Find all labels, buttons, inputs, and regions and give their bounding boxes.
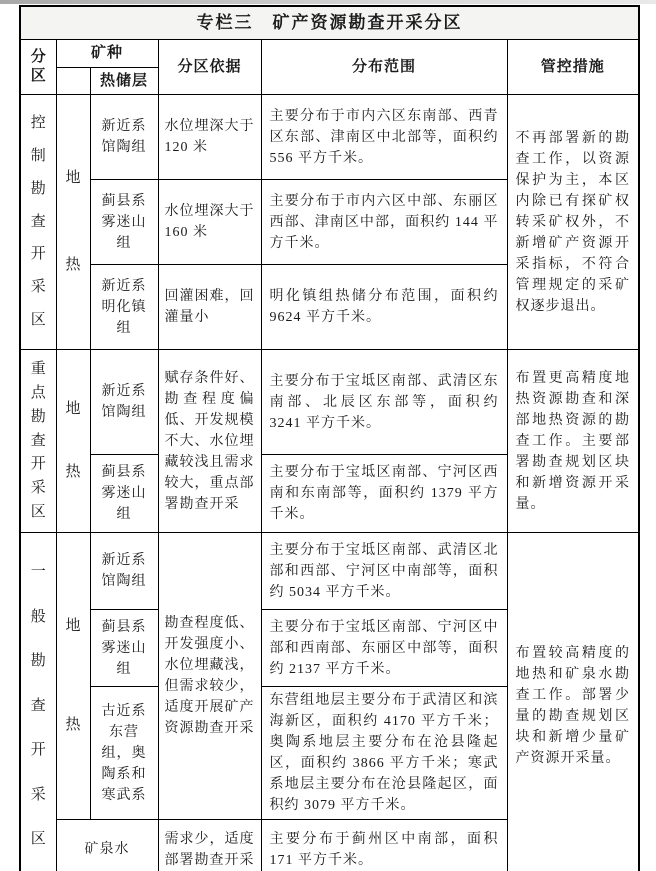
- reservoir-cell: 古近系东营组，奥陶系和寒武系: [90, 687, 158, 820]
- zone-name-key: [20, 350, 56, 533]
- mineral-geothermal-2: [56, 350, 90, 533]
- range-cell: 主要分布于宝坻区南部、武清区东南部、北辰区东部等，面积约 3241 平方千米。: [261, 350, 507, 455]
- basis-cell: 水位埋深大于 120 米: [158, 95, 261, 180]
- measures-general: 布置较高精度的地热和矿泉水勘查工作。部署少量的勘查规划区块和新增少量矿产资源开采量。: [507, 533, 639, 871]
- range-cell: 主要分布于宝坻区南部、宁河区西南和东南部等，面积约 1379 平方千米。: [261, 455, 507, 533]
- reservoir-cell: 新近系馆陶组: [90, 533, 158, 610]
- basis-key-zone: 赋存条件好、勘查程度偏低、开发规模不大、水位埋藏较浅且需求较大，重点部署勘查开采: [158, 350, 261, 533]
- reservoir-cell: 蓟县系雾迷山组: [90, 180, 158, 265]
- header-basis: 分区依据: [158, 40, 261, 95]
- zone-name-control-label: 控 制 勘 查 开 采 区: [30, 114, 46, 329]
- reservoir-cell: 蓟县系雾迷山组: [90, 455, 158, 533]
- zone-name-control: [20, 95, 56, 350]
- scan-edge-strip: [0, 0, 656, 4]
- header-zone-label: 分 区: [30, 49, 46, 84]
- zone-name-key-label: 重 点 勘 查 开 采 区: [30, 360, 46, 521]
- zone-name-general-label: 一 般 勘 查 开 采 区: [30, 564, 46, 848]
- header-mineral-empty: [56, 67, 90, 95]
- zone-name-general: [20, 533, 56, 871]
- reservoir-cell: 新近系馆陶组: [90, 95, 158, 180]
- range-cell: 主要分布于宝坻区南部、宁河区中部和西南部、东丽区中部等，面积约 2137 平方千米。: [261, 610, 507, 687]
- range-cell: 东营组地层主要分布于武清区和滨海新区，面积约 4170 平方千米；奥陶系地层主要分布在沧县隆起区，面积约 3866 平方千米；寒武系地层主要分布在沧县隆起区，面积约 3079 平方千米。: [261, 687, 507, 820]
- mineral-geothermal-1-label: 地 热: [65, 169, 81, 274]
- mineral-geothermal-3: [56, 533, 90, 820]
- basis-cell: 水位埋深大于 160 米: [158, 180, 261, 265]
- range-cell: 主要分布于宝坻区南部、武清区北部和西部、宁河区中南部等，面积约 5034 平方千米。: [261, 533, 507, 610]
- mineral-geothermal-2-label: 地 热: [65, 400, 81, 481]
- basis-general-zone: 勘查程度低、开发强度小、水位埋藏浅，但需求较少，适度开展矿产资源勘查开采: [158, 533, 261, 820]
- header-mineral: 矿种: [56, 40, 158, 68]
- basis-mineral-water: 需求少，适度部署勘查开采: [158, 820, 261, 871]
- header-reservoir: 热储层: [90, 67, 158, 95]
- basis-cell: 回灌困难，回灌量小: [158, 265, 261, 350]
- reservoir-cell: 新近系馆陶组: [90, 350, 158, 455]
- table-title: 专栏三 矿产资源勘查开采分区: [20, 6, 639, 40]
- range-cell: 主要分布于市内六区东南部、西青区东部、津南区中北部等，面积约 556 平方千米。: [261, 95, 507, 180]
- reservoir-cell: 蓟县系雾迷山组: [90, 610, 158, 687]
- mineral-geothermal-3-label: 地 热: [65, 618, 81, 733]
- mineral-geothermal-1: [56, 95, 90, 350]
- range-cell: 主要分布于市内六区中部、东丽区西部、津南区中部，面积约 144 平方千米。: [261, 180, 507, 265]
- mineral-zoning-table: [19, 5, 640, 871]
- range-mineral-water: 主要分布于蓟州区中南部，面积 171 平方千米。: [261, 820, 507, 871]
- measures-control: 不再部署新的勘查工作，以资源保护为主，本区内除已有探矿权转采矿权外，不新增矿产资源开采指标，不符合管理规定的采矿权逐步退出。: [507, 95, 639, 350]
- header-measures: 管控措施: [507, 40, 639, 95]
- mineral-water-cell: 矿泉水: [56, 820, 158, 871]
- header-range: 分布范围: [261, 40, 507, 95]
- measures-key: 布置更高精度地热资源勘查和深部地热资源的勘查工作。主要部署勘查规划区块和新增资源开采量。: [507, 350, 639, 533]
- reservoir-cell: 新近系明化镇组: [90, 265, 158, 350]
- range-cell: 明化镇组热储分布范围，面积约 9624 平方千米。: [261, 265, 507, 350]
- header-zone: [20, 40, 56, 95]
